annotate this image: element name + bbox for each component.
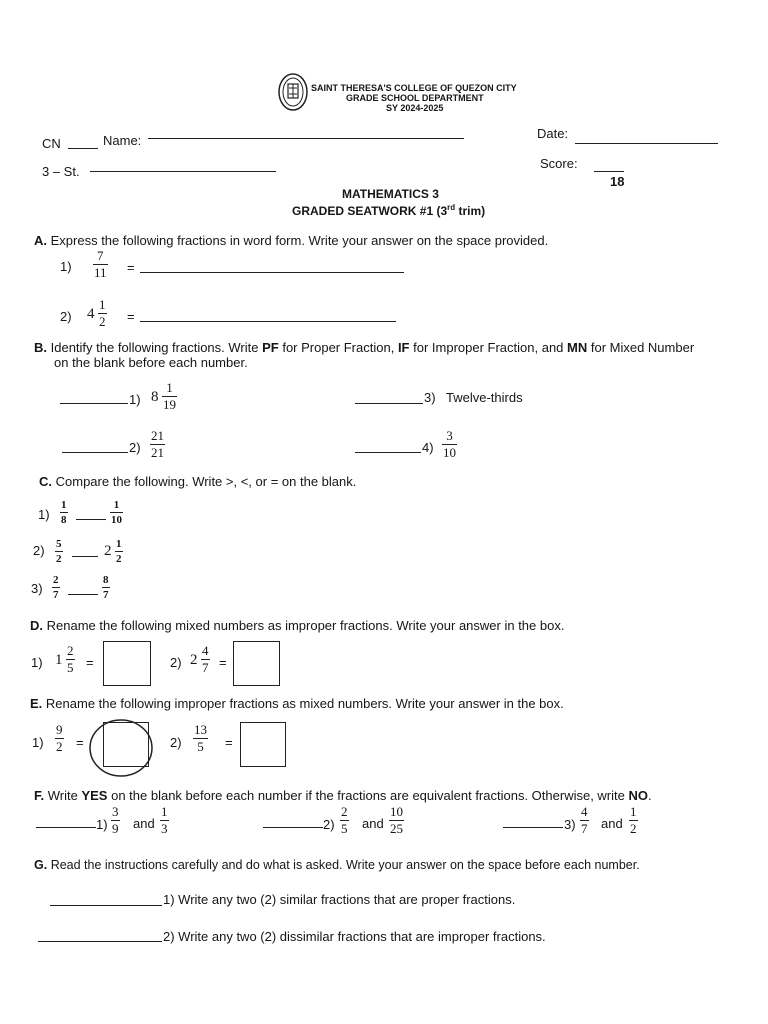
f2-a-num: 2 — [341, 804, 348, 819]
e1-label: 1) — [32, 735, 44, 750]
a1-num: 7 — [97, 248, 104, 263]
e2-label: 2) — [170, 735, 182, 750]
seatwork-title — [292, 203, 485, 218]
b2-fraction — [150, 429, 165, 460]
c1-b-num: 1 — [113, 499, 120, 511]
f2-answer-blank[interactable] — [263, 827, 323, 828]
c1-fraction-b — [110, 499, 123, 526]
f1-fraction-b — [160, 805, 169, 836]
section-d-instruction — [30, 618, 564, 633]
e2-fraction — [193, 723, 208, 754]
a1-equals: = — [127, 260, 135, 275]
d1-num: 2 — [67, 643, 74, 658]
e1-fraction — [55, 723, 64, 754]
e2-num: 13 — [194, 722, 207, 737]
d2-den: 7 — [202, 660, 209, 675]
e1-answer-box[interactable] — [103, 722, 149, 767]
c3-fraction-b — [102, 574, 110, 601]
c2-a-num: 5 — [56, 538, 62, 550]
section-a-text: Express the following fractions in word form. Write your answer on the space provided. — [50, 233, 549, 248]
f3-answer-blank[interactable] — [503, 827, 563, 828]
f2-fraction-b — [389, 805, 404, 836]
b4-label: 4) — [422, 440, 434, 455]
c3-a-bar — [52, 587, 60, 588]
section-c-text: Compare the following. Write >, <, or = on the blank. — [55, 474, 357, 489]
section-f-yes: YES — [81, 788, 108, 803]
d2-answer-box[interactable] — [233, 641, 280, 686]
section-e-instruction — [30, 696, 564, 711]
c1-a-bar — [60, 512, 68, 513]
section-b-pf: PF — [262, 340, 279, 355]
c2-answer-blank[interactable] — [72, 556, 98, 557]
c3-label: 3) — [31, 581, 43, 596]
f1-a-num: 3 — [112, 804, 119, 819]
seatwork-trim: trim) — [455, 204, 486, 218]
d2-whole: 2 — [190, 652, 198, 668]
section-f-instruction — [34, 788, 652, 803]
c2-a-den: 2 — [56, 553, 62, 565]
f2-b-den: 25 — [390, 821, 403, 836]
a2-whole: 4 — [87, 306, 95, 322]
f2-b-num: 10 — [390, 804, 403, 819]
department-name: GRADE SCHOOL DEPARTMENT — [346, 93, 484, 103]
score-total: 18 — [610, 174, 625, 189]
section-e-letter: E. — [30, 696, 43, 711]
c2-b-bar — [115, 551, 123, 552]
e1-den: 2 — [56, 739, 63, 754]
seatwork-text: GRADED SEATWORK #1 (3 — [292, 204, 448, 218]
f3-label: 3) — [564, 817, 576, 832]
section-f-text-2: on the blank before each number if the fractions are equivalent fractions. Otherwise, write — [107, 788, 629, 803]
f3-fraction-b — [629, 805, 638, 836]
f3-a-den: 7 — [581, 821, 588, 836]
f3-b-den: 2 — [630, 821, 637, 836]
b2-answer-blank[interactable] — [62, 452, 128, 453]
c1-a-num: 1 — [61, 499, 67, 511]
c2-label: 2) — [33, 543, 45, 558]
g2-answer-blank[interactable] — [38, 941, 162, 942]
a1-fraction — [93, 249, 108, 280]
e2-equals: = — [225, 735, 233, 750]
d2-num: 4 — [202, 643, 209, 658]
c3-b-den: 7 — [103, 589, 109, 601]
d1-answer-box[interactable] — [103, 641, 151, 686]
c1-fraction-a — [60, 499, 68, 526]
e1-num: 9 — [56, 722, 63, 737]
c3-b-bar — [102, 587, 110, 588]
a2-fraction — [98, 298, 107, 329]
c3-a-num: 2 — [53, 574, 59, 586]
section-b-instruction-2: on the blank before each number. — [54, 355, 248, 370]
c2-fraction-b — [115, 538, 123, 565]
section-blank[interactable] — [90, 171, 276, 172]
f1-answer-blank[interactable] — [36, 827, 96, 828]
b2-den: 21 — [151, 445, 164, 460]
f1-b-den: 3 — [161, 821, 168, 836]
c1-b-bar — [110, 512, 123, 513]
d1-equals: = — [86, 655, 94, 670]
c1-b-den: 10 — [111, 514, 122, 526]
f2-and: and — [362, 816, 384, 831]
b1-num: 1 — [166, 380, 173, 395]
b4-answer-blank[interactable] — [355, 452, 421, 453]
section-b-text-1: Identify the following fractions. Write — [50, 340, 263, 355]
seatwork-sup: rd — [447, 203, 456, 212]
c2-fraction-a — [55, 538, 63, 565]
name-blank[interactable] — [148, 138, 464, 139]
e2-den: 5 — [197, 739, 204, 754]
c1-label: 1) — [38, 507, 50, 522]
c3-a-den: 7 — [53, 589, 59, 601]
d1-whole: 1 — [55, 652, 63, 668]
school-year: SY 2024-2025 — [386, 103, 444, 113]
f1-label: 1) — [96, 817, 108, 832]
c1-answer-blank[interactable] — [76, 519, 106, 520]
f1-and: and — [133, 816, 155, 831]
c2-b-num: 1 — [116, 538, 122, 550]
section-f-text-3: . — [647, 788, 652, 803]
a1-answer-blank[interactable] — [140, 272, 404, 273]
section-b-text-3: for Improper Fraction, and — [409, 340, 568, 355]
section-a-letter: A. — [34, 233, 47, 248]
section-label: 3 – St. — [42, 164, 80, 179]
section-d-letter: D. — [30, 618, 43, 633]
b2-num: 21 — [151, 428, 164, 443]
a1-label: 1) — [60, 259, 72, 274]
section-e-text: Rename the following improper fractions as mixed numbers. Write your answer in the box. — [45, 696, 564, 711]
school-seal — [277, 72, 309, 112]
b4-fraction — [442, 429, 457, 460]
section-f-letter: F. — [34, 788, 45, 803]
b3-answer-blank[interactable] — [355, 403, 423, 404]
section-c-letter: C. — [39, 474, 52, 489]
date-blank[interactable] — [575, 143, 718, 144]
d1-label: 1) — [31, 655, 43, 670]
f2-a-den: 5 — [341, 821, 348, 836]
f3-and: and — [601, 816, 623, 831]
section-d-text: Rename the following mixed numbers as improper fractions. Write your answer in the box. — [46, 618, 565, 633]
f1-b-num: 1 — [161, 804, 168, 819]
c3-b-num: 8 — [103, 574, 109, 586]
section-g-letter: G. — [34, 858, 48, 872]
a1-den: 11 — [94, 265, 107, 280]
f1-fraction-a — [111, 805, 120, 836]
d2-label: 2) — [170, 655, 182, 670]
f2-fraction-a — [340, 805, 349, 836]
f1-a-den: 9 — [112, 821, 119, 836]
b1-label: 1) — [129, 392, 141, 407]
a2-den: 2 — [99, 314, 106, 329]
f3-fraction-a — [580, 805, 589, 836]
section-c-instruction — [39, 474, 356, 489]
b1-answer-blank[interactable] — [60, 403, 128, 404]
b1-whole: 8 — [151, 389, 159, 405]
g1-text: 1) Write any two (2) similar fractions that are proper fractions. — [163, 892, 516, 907]
section-b-letter: B. — [34, 340, 47, 355]
section-f-no: NO — [628, 788, 648, 803]
section-f-text-1: Write — [47, 788, 82, 803]
section-b-text-2: for Proper Fraction, — [278, 340, 398, 355]
section-b-mn: MN — [567, 340, 588, 355]
c2-b-den: 2 — [116, 553, 122, 565]
e2-answer-box[interactable] — [240, 722, 286, 767]
d2-fraction — [201, 644, 210, 675]
cn-label: CN — [42, 136, 61, 151]
f3-b-num: 1 — [630, 804, 637, 819]
f3-a-num: 4 — [581, 804, 588, 819]
section-a-instruction — [34, 233, 548, 248]
e1-equals: = — [76, 735, 84, 750]
f2-label: 2) — [323, 817, 335, 832]
c2-a-bar — [55, 551, 63, 552]
a2-answer-blank[interactable] — [140, 321, 396, 322]
section-b-text-4: for Mixed Number — [587, 340, 695, 355]
d1-den: 5 — [67, 660, 74, 675]
g2-text: 2) Write any two (2) dissimilar fractions that are improper fractions. — [163, 929, 546, 944]
section-b-if: IF — [397, 340, 410, 355]
b4-num: 3 — [446, 428, 453, 443]
section-g-instruction — [34, 858, 640, 872]
c3-fraction-a — [52, 574, 60, 601]
c1-a-den: 8 — [61, 514, 67, 526]
g1-answer-blank[interactable] — [50, 905, 162, 906]
cn-blank[interactable] — [68, 148, 98, 149]
b1-fraction — [162, 381, 177, 412]
a2-label: 2) — [60, 309, 72, 324]
date-label: Date: — [537, 126, 569, 141]
b3-label: 3) — [424, 390, 436, 405]
subject-title: MATHEMATICS 3 — [342, 187, 439, 201]
b4-den: 10 — [443, 445, 456, 460]
section-g-text: Read the instructions carefully and do what is asked. Write your answer on the space before each number. — [50, 858, 640, 872]
name-label: Name: — [103, 133, 142, 148]
d2-equals: = — [219, 655, 227, 670]
c2-b-whole: 2 — [104, 543, 112, 559]
c3-answer-blank[interactable] — [68, 594, 98, 595]
score-blank[interactable] — [594, 171, 624, 172]
score-label: Score: — [540, 156, 578, 171]
section-b-instruction — [34, 340, 694, 355]
d1-fraction — [66, 644, 75, 675]
a2-num: 1 — [99, 297, 106, 312]
school-name: SAINT THERESA'S COLLEGE OF QUEZON CITY — [311, 83, 517, 93]
b2-label: 2) — [129, 440, 141, 455]
b1-den: 19 — [163, 397, 176, 412]
b3-text: Twelve-thirds — [446, 390, 523, 405]
a2-equals: = — [127, 309, 135, 324]
